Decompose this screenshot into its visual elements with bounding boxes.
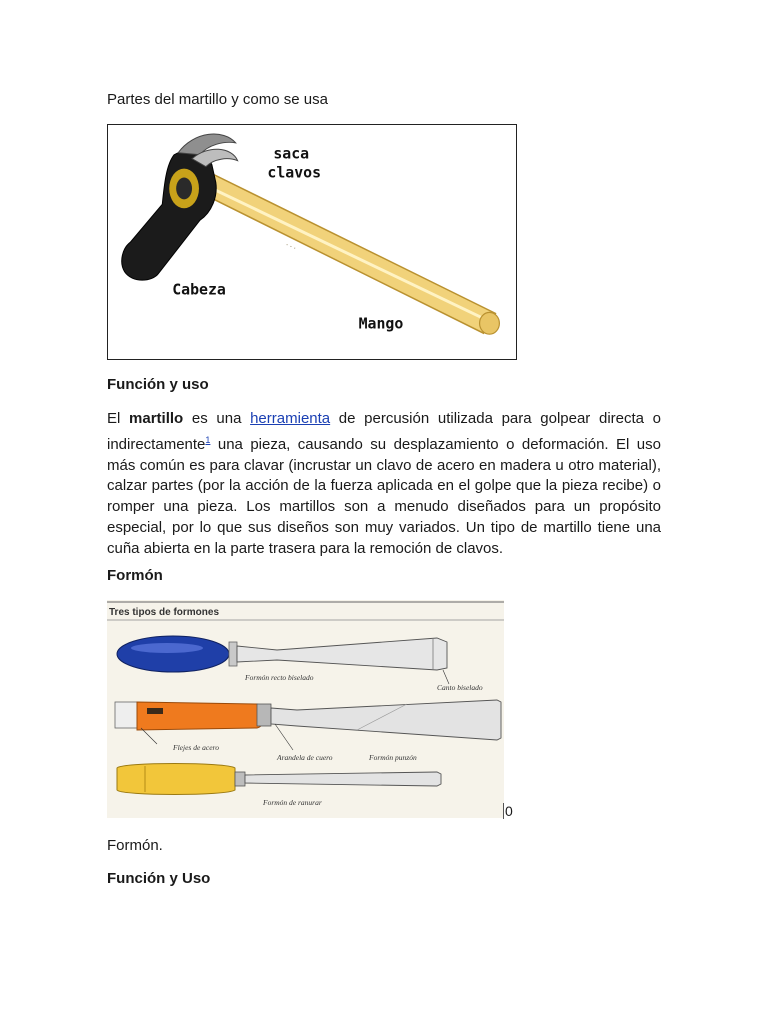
hammer-figure — [107, 124, 517, 360]
chisel2-cap — [115, 702, 137, 728]
label-saca: saca — [273, 144, 310, 163]
handle-end — [480, 312, 500, 334]
section-heading-formon: Formón — [107, 567, 163, 584]
para-after-link: de percusión utilizada para golpear directa o indirectamente — [107, 410, 662, 453]
flejes-pointer — [141, 728, 157, 744]
para-bold-martillo: martillo — [129, 410, 184, 427]
para-mid: es una — [183, 410, 251, 427]
chisel2-ferrule — [257, 704, 271, 726]
chisel3-blade — [245, 772, 441, 786]
chisel-figure-title: Tres tipos de formones — [109, 607, 220, 618]
hammer-head — [122, 151, 216, 280]
arandela-pointer — [275, 724, 293, 750]
hammer-illustration — [108, 125, 516, 359]
label-cabeza: Cabeza — [172, 280, 226, 299]
blue-handle-shine — [131, 643, 203, 653]
footnote-ref[interactable]: 1 — [205, 434, 211, 445]
chisel-figure — [107, 600, 504, 818]
handle-highlight — [208, 186, 490, 321]
orange-handle-band — [147, 708, 163, 714]
handle-brand-mark: · · · — [284, 241, 298, 253]
formon-caption: Formón. — [107, 837, 163, 854]
caption-formon-punzon: Formón punzón — [369, 753, 417, 762]
chisel1-blade — [237, 638, 447, 670]
section-heading-funcion-uso: Función y Uso — [107, 870, 211, 887]
hammer-head-eye — [176, 178, 192, 200]
caption-formon-recto: Formón recto biselado — [245, 673, 314, 682]
para-lead: El — [107, 410, 130, 427]
caption-flejes: Flejes de acero — [173, 743, 219, 752]
chisel-illustration — [107, 600, 504, 818]
section-heading-funcion: Función y uso — [107, 376, 209, 393]
caption-formon-ranurar: Formón de ranurar — [263, 798, 322, 807]
canto-pointer — [443, 670, 449, 684]
label-clavos: clavos — [267, 163, 322, 182]
para-rest: una pieza, causando su desplazamiento o deformación. El uso más común es para clavar (incrustar un clavo de acero en madera u otro material), calzar partes (por la acción de la fuerza aplicada en el golpe que la pieza recibe) o romper una pieza. Los martillos son a menudo diseñados para un propósito especial, por lo que sus diseños son muy variados. Un tipo de martillo tiene una cuña abierta en la parte trasera para la remoción de clavos. — [107, 435, 661, 557]
chisel1-ferrule — [229, 642, 237, 666]
orange-handle — [137, 702, 265, 730]
label-mango: Mango — [358, 314, 404, 333]
caption-canto-biselado: Canto biselado — [437, 683, 483, 692]
figure-number: 0 — [505, 803, 513, 819]
chisel2-blade — [271, 700, 501, 740]
caption-arandela: Arandela de cuero — [277, 753, 333, 762]
chisel3-ferrule — [235, 772, 245, 786]
yellow-handle — [117, 764, 235, 795]
blue-handle — [117, 636, 229, 672]
herramienta-link[interactable]: herramienta — [250, 410, 331, 427]
hammer-paragraph — [107, 409, 661, 560]
intro-text: Partes del martillo y como se usa — [107, 91, 328, 108]
